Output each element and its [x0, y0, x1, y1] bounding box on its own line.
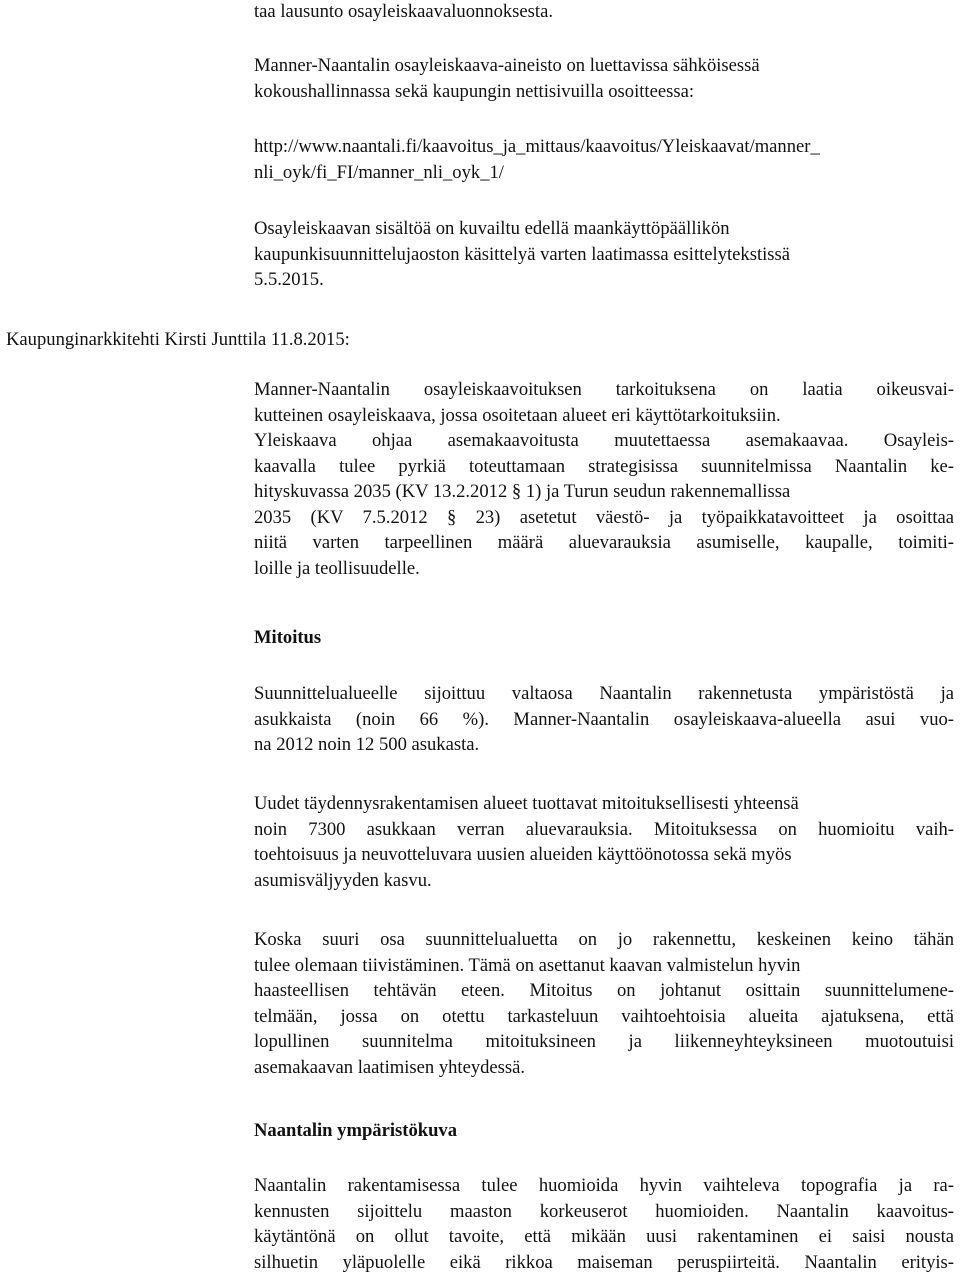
text-line: asukkaista (noin 66 %). Manner-Naantalin osayleiskaava-alueella asui vuo- [254, 708, 954, 730]
paragraph-landscape [254, 1173, 954, 1275]
url-line: http://www.naantali.fi/kaavoitus_ja_mittaus/kaavoitus/Yleiskaavat/manner_ [254, 136, 820, 157]
heading-ymparistokuva: Naantalin ympäristökuva [254, 1120, 458, 1141]
text-line: kaupunkisuunnittelujaoston käsittelyä varten laatimassa esittelytekstissä [254, 243, 791, 265]
text-line: telmään, jossa on otettu tarkasteluun vaihtoehtoisia alueita ajatuksena, että [254, 1005, 954, 1027]
paragraph-content-description [254, 216, 954, 293]
text-line: Koska suuri osa suunnittelualuetta on jo rakennettu, keskeinen keino tähän [254, 929, 954, 950]
text-line: noin 7300 asukkaan verran aluevarauksia. Mitoituksessa on huomioitu vaih- [254, 818, 954, 840]
text-line: kaavalla tulee pyrkiä toteuttamaan strategisissa suunnitelmissa Naantalin ke- [254, 455, 954, 477]
side-label-author: Kaupunginarkkitehti Kirsti Junttila 11.8.2015: [6, 329, 350, 350]
text-line: 2035 (KV 7.5.2012 § 23) asetetut väestö- ja työpaikkatavoitteet ja osoittaa [254, 506, 954, 528]
text-line: Naantalin rakentamisessa tulee huomioida hyvin vaihteleva topografia ja ra- [254, 1175, 954, 1196]
text-line: Manner-Naantalin osayleiskaava-aineisto on luettavissa sähköisessä [254, 55, 760, 76]
text-line: Uudet täydennysrakentamisen alueet tuottavat mitoituksellisesti yhteensä [254, 793, 799, 814]
paragraph-new-areas [254, 791, 954, 893]
text-line: silhuetin yläpuolelle eikä rikkoa maiseman peruspiirteitä. Naantalin erityis- [254, 1251, 954, 1273]
paragraph-planning-area [254, 681, 954, 758]
text-line: Osayleiskaavan sisältöä on kuvailtu edellä maankäyttöpäällikön [254, 218, 730, 239]
heading-mitoitus: Mitoitus [254, 627, 322, 648]
text-line: Suunnittelualueelle sijoittuu valtaosa Naantalin rakennetusta ympäristöstä ja [254, 683, 954, 704]
text-line: niitä varten tarpeellinen määrä aluevarauksia asumiselle, kaupalle, toimiti- [254, 532, 954, 553]
text-line: Yleiskaava ohjaa asemakaavoitusta muutettaessa asemakaavaa. Osayleis- [254, 430, 954, 451]
text-line: Manner-Naantalin osayleiskaavoituksen tarkoituksena on laatia oikeusvai- [254, 379, 954, 400]
text-line: hityskuvassa 2035 (KV 13.2.2012 § 1) ja Turun seudun rakennemallissa [254, 481, 791, 502]
text-line: kennusten sijoittelu maaston korkeuserot huomioiden. Naantalin kaavoitus- [254, 1200, 954, 1222]
text-line: lopullinen suunnitelma mitoituksineen ja liikenneyhteyksineen muotoutuisi [254, 1031, 954, 1052]
paragraph-url [254, 134, 954, 185]
text-line: kutteinen osayleiskaava, jossa osoitetaan alueet eri käyttötarkoituksiin. [254, 404, 781, 426]
text-line: asemakaavan laatimisen yhteydessä. [254, 1056, 526, 1078]
paragraph-purpose [254, 377, 954, 581]
text-line: asumisväljyyden kasvu. [254, 869, 432, 891]
paragraph-material-availability [254, 53, 954, 104]
text-line: tulee olemaan tiivistäminen. Tämä on asettanut kaavan valmistelun hyvin [254, 954, 801, 976]
text-line: na 2012 noin 12 500 asukasta. [254, 734, 480, 755]
text-line: taa lausunto osayleiskaavaluonnoksesta. [254, 1, 553, 22]
text-line: käytäntönä on ollut tavoite, että mikään uusi rakentaminen ei saisi nousta [254, 1226, 954, 1247]
paragraph-densification [254, 927, 954, 1080]
text-line: haasteellisen tehtävän eteen. Mitoitus on johtanut osittain suunnittelumene- [254, 980, 954, 1001]
text-line: kokoushallinnassa sekä kaupungin nettisivuilla osoitteessa: [254, 80, 694, 102]
text-line: 5.5.2015. [254, 269, 324, 290]
url-line: nli_oyk/fi_FI/manner_nli_oyk_1/ [254, 161, 504, 183]
text-line: loille ja teollisuudelle. [254, 557, 420, 579]
paragraph-intro-end [254, 0, 954, 25]
text-line: toehtoisuus ja neuvotteluvara uusien alueiden käyttöönotossa sekä myös [254, 844, 792, 865]
